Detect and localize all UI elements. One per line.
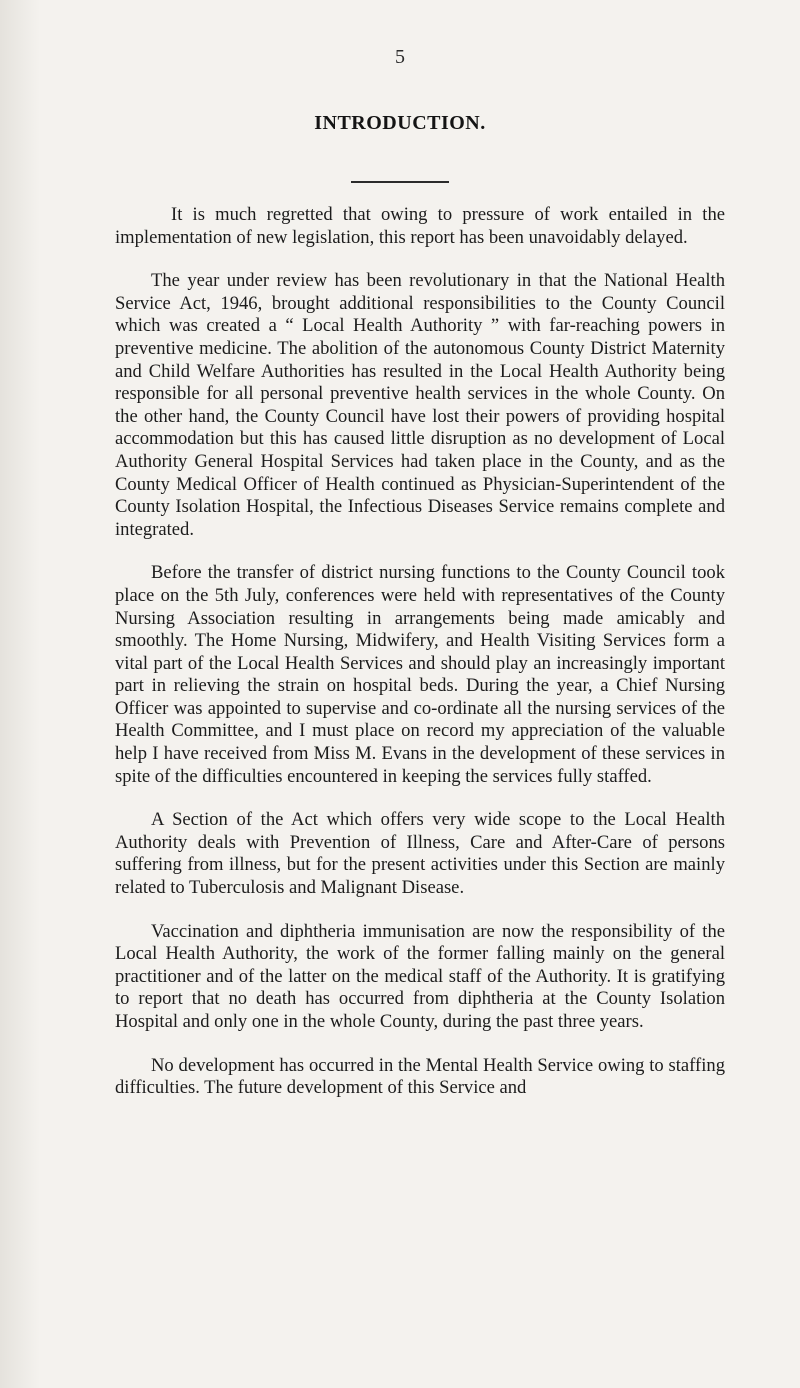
page-number: 5 bbox=[395, 46, 405, 68]
body-text bbox=[115, 204, 725, 1121]
paragraph-prevention-of-illness: A Section of the Act which offers very wide scope to the Local Health Authority deals with Prevention of Illness, Care and After-Care of persons suffering from illness, but for the present activities under this Section are mainly related to Tuberculosis and Malignant Disease. bbox=[115, 809, 725, 899]
paragraph-nursing-transfer: Before the transfer of district nursing functions to the County Council took place on the 5th July, conferences were held with representatives of the County Nursing Association resulting in arrangements being made amicably and smoothly. The Home Nursing, Midwifery, and Health Visiting Services form a vital part of the Local Health Services and should play an increasingly important part in relieving the strain on hospital beds. During the year, a Chief Nursing Officer was appointed to supervise and co-ordinate all the nursing services of the Health Committee, and I must place on record my appreciation of the valuable help I have received from Miss M. Evans in the development of these services in spite of the difficulties encountered in keeping the services fully staffed. bbox=[115, 562, 725, 787]
paragraph-delay-notice: It is much regretted that owing to pressure of work entailed in the implementation of new legislation, this report has been unavoidably delayed. bbox=[115, 204, 725, 248]
title-divider bbox=[351, 181, 449, 183]
page-title: INTRODUCTION. bbox=[314, 112, 486, 134]
paragraph-vaccination: Vaccination and diphtheria immunisation are now the responsibility of the Local Health Authority, the work of the former falling mainly on the general practitioner and of the latter on the medical staff of the Authority. It is gratifying to report that no death has occurred from diphtheria at the County Isolation Hospital and only one in the whole County, during the past three years. bbox=[115, 920, 725, 1032]
paragraph-mental-health: No development has occurred in the Mental Health Service owing to staffing difficulties. The future development of this Service and bbox=[115, 1054, 725, 1099]
paragraph-nhs-act: The year under review has been revolutionary in that the National Health Service Act, 1946, brought additional responsibilities to the County Council which was created a “ Local Health Authority ” with far-reaching powers in preventive medicine. The abolition of the autonomous County District Maternity and Child Welfare Authorities has resulted in the Local Health Authority being responsible for all personal preventive health services in the whole County. On the other hand, the County Council have lost their powers of providing hospital accommodation but this has caused little disruption as no development of Local Authority General Hospital Services had taken place in the County, and as the County Medical Officer of Health continued as Physician-Superintendent of the County Isolation Hospital, the Infectious Diseases Service remains complete and integrated. bbox=[115, 270, 725, 540]
